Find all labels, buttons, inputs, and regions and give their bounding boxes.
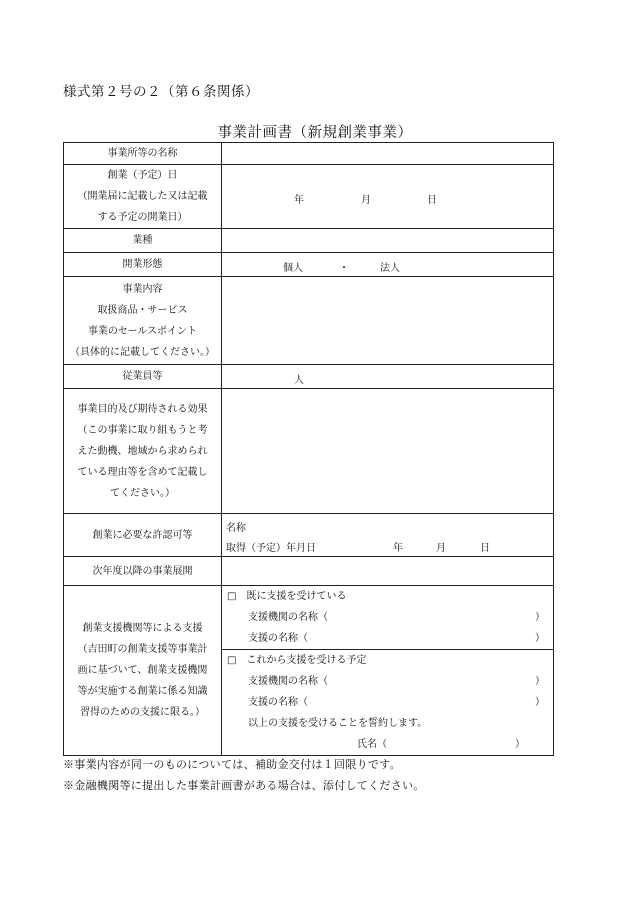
next-year-field[interactable] <box>222 557 554 586</box>
close-paren: ） <box>535 612 545 623</box>
employees-field[interactable] <box>222 365 554 389</box>
support-planned-option[interactable] <box>222 650 553 671</box>
signature-field[interactable] <box>357 734 553 755</box>
planned-name-field[interactable] <box>248 692 553 713</box>
pledge-text: 以上の支援を受けることを誓約します。 <box>248 718 428 729</box>
purpose-label <box>64 389 222 514</box>
content-label-line: 事業内容 <box>122 283 163 295</box>
support-label-line: 画に基づいて、創業支援機関 <box>77 665 208 676</box>
purpose-field[interactable] <box>222 389 554 514</box>
received-org-field[interactable] <box>248 607 553 628</box>
start-date-label-line: する予定の開業日） <box>97 212 188 223</box>
close-paren: ） <box>515 739 525 750</box>
support-label-line: 創業支援機関等による支援 <box>82 623 203 634</box>
row-next-year <box>64 557 554 586</box>
corporation-option[interactable]: 法人 <box>380 263 400 274</box>
industry-field[interactable] <box>222 229 554 253</box>
year-unit: 年 <box>393 543 403 554</box>
purpose-label-line: てください。） <box>110 487 175 499</box>
support-planned-text: これから支援を受ける予定 <box>246 655 367 666</box>
row-industry <box>64 229 554 253</box>
form-number: 様式第２号の２（第６条関係） <box>63 84 259 100</box>
start-date-label <box>64 165 222 229</box>
permit-name-label: 名称 <box>226 523 246 534</box>
support-label <box>64 586 222 756</box>
permit-acquire-label: 取得（予定）年月日 <box>226 543 316 554</box>
day-unit: 日 <box>427 195 437 206</box>
note-attach-plan: ※金融機関等に提出した事業計画書がある場合は、添付してください。 <box>63 779 425 792</box>
support-label-line: （吉田町の創業支援等事業計 <box>77 644 208 655</box>
start-date-label-line: 創業（予定）日 <box>107 170 178 181</box>
support-planned-section <box>222 650 554 756</box>
note-subsidy-once: ※事業内容が同一のものについては、補助金交付は１回限りです。 <box>63 758 401 771</box>
office-name-label: 事業所等の名称 <box>64 143 222 165</box>
business-form-field[interactable] <box>222 253 554 277</box>
industry-label: 業種 <box>64 229 222 253</box>
checkbox-icon[interactable]: □ <box>227 591 237 602</box>
content-label-line: 取扱商品・サービス <box>97 304 188 316</box>
received-name-field[interactable] <box>248 628 553 649</box>
next-year-label: 次年度以降の事業展開 <box>64 557 222 586</box>
purpose-label-line: えた動機、地域から求められ <box>77 445 208 457</box>
support-received-text: 既に支援を受けている <box>246 591 347 602</box>
checkbox-icon[interactable]: □ <box>227 655 237 666</box>
row-start-date <box>64 165 554 229</box>
close-paren: ） <box>535 676 545 687</box>
close-paren: ） <box>535 633 545 644</box>
planned-name-label: 支援の名称（ <box>248 697 308 708</box>
employees-unit: 人 <box>294 375 304 386</box>
row-employees <box>64 365 554 389</box>
individual-option[interactable]: 個人 <box>283 263 303 274</box>
purpose-label-line: 事業目的及び期待される効果 <box>77 403 208 415</box>
row-support-received <box>64 586 554 650</box>
business-form-label: 開業形態 <box>64 253 222 277</box>
start-date-label-line: （開業届に記載した又は記載 <box>77 191 208 202</box>
option-separator: ・ <box>339 263 349 274</box>
year-unit: 年 <box>294 195 304 206</box>
content-label-line: （具体的に記載してください。） <box>70 346 215 358</box>
planned-org-label: 支援機関の名称（ <box>248 676 328 687</box>
close-paren: ） <box>535 697 545 708</box>
row-business-form <box>64 253 554 277</box>
support-label-line: 習得のための支援に限る。） <box>80 707 205 718</box>
permits-label: 創業に必要な許認可等 <box>64 514 222 557</box>
planned-org-field[interactable] <box>248 671 553 692</box>
purpose-label-line: （この事業に取り組もうと考 <box>77 424 208 436</box>
business-content-field[interactable] <box>222 277 554 365</box>
employees-label: 従業員等 <box>64 365 222 389</box>
start-date-field[interactable] <box>222 165 554 229</box>
month-unit: 月 <box>361 195 371 206</box>
day-unit: 日 <box>480 543 490 554</box>
row-purpose <box>64 389 554 514</box>
support-received-section <box>222 586 554 650</box>
purpose-label-line: ている理由等を含めて記載し <box>77 466 208 478</box>
support-received-option[interactable] <box>222 586 553 607</box>
received-name-label: 支援の名称（ <box>248 633 308 644</box>
support-label-line: 等が実施する創業に係る知識 <box>77 686 208 697</box>
business-plan-table <box>63 142 554 756</box>
business-content-label <box>64 277 222 365</box>
row-business-content <box>64 277 554 365</box>
received-org-label: 支援機関の名称（ <box>248 612 328 623</box>
month-unit: 月 <box>436 543 446 554</box>
row-permits <box>64 514 554 557</box>
row-office-name <box>64 143 554 165</box>
document-title: 事業計画書（新規創業事業） <box>217 125 413 141</box>
content-label-line: 事業のセールスポイント <box>87 325 198 337</box>
permits-field[interactable] <box>222 514 554 557</box>
signature-label: 氏名（ <box>357 739 387 750</box>
office-name-field[interactable] <box>222 143 554 165</box>
